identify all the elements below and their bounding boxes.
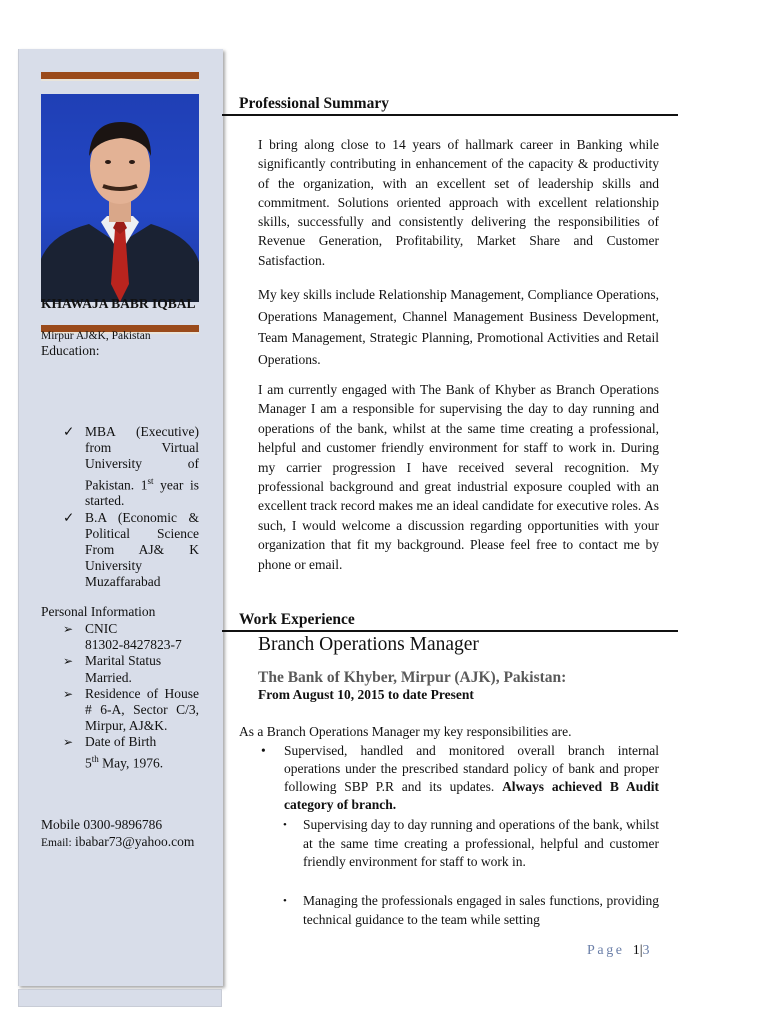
bullet-dot-icon: • <box>261 743 266 758</box>
page-footer <box>587 943 650 959</box>
arrow-bullet-icon: ➢ <box>63 686 74 701</box>
experience-rule <box>222 630 678 632</box>
summary-paragraph-2: My key skills include Relationship Management, Compliance Operations, Operations Management, Channel Management Business Development, Team Management, Strategic Planning, Promotional Activities and Retail Operations. <box>258 287 659 367</box>
arrow-bullet-icon: ➢ <box>63 622 74 636</box>
sub-responsibility-item <box>283 816 659 872</box>
employment-dates: From August 10, 2015 to date Present <box>258 687 474 702</box>
job-title: Branch Operations Manager <box>258 634 479 655</box>
dob-rest: May, 1976. <box>98 755 164 771</box>
personal-info-heading: Personal Information <box>41 604 156 619</box>
sub-bullet-text: Supervising day to day running and operations of the bank, whilst at the same time creating a professional, helpful and customer friendly environment for staff to work in. <box>303 817 659 869</box>
bullet-bold-text: Always achieved B Audit category of branch. <box>284 779 659 812</box>
bullet-text: Supervised, handled and monitored overall branch internal operations under the prescribed standard policy of bank and proper following SBP P.R and its updates. <box>284 743 659 794</box>
education-list <box>63 424 199 591</box>
personal-info-item <box>63 686 199 735</box>
personal-info-item <box>63 621 199 653</box>
candidate-name: KHAWAJA BABR IQBAL <box>41 296 196 311</box>
education-item <box>63 510 199 591</box>
personal-label: Date of Birth <box>85 734 157 750</box>
summary-rule <box>222 114 678 116</box>
education-text: MBA (Executive) from Virtual University of Pakistan. 1 <box>85 424 199 493</box>
sub-bullet-text: Managing the professionals engaged in sales functions, providing technical guidance to the team while setting <box>303 893 659 927</box>
education-text: B.A (Economic & Political Science From AJ& K University Muzaffarabad <box>85 509 199 590</box>
personal-label: Residence of House # 6-A, Sector C/3, Mirpur, AJ&K. <box>85 685 199 734</box>
checkmark-icon: ✓ <box>63 424 75 439</box>
personal-value: 81302-8427823-7 <box>85 637 182 653</box>
summary-paragraph-1: I bring along close to 14 years of hallmark career in Banking while significantly contributing in enhancement of the capacity & productivity of the organization, with an excellent set of leadership skills and commitment. Solutions oriented approach with excellent relationship skills, successfully and consistently delivering the responsibilities of Revenue Generation, Profitability, Market Share and Customer Satisfaction. <box>258 137 659 268</box>
sub-responsibility-item <box>283 892 659 929</box>
personal-value <box>85 751 199 772</box>
experience-heading: Work Experience <box>239 611 355 628</box>
education-heading: Education: <box>41 343 100 358</box>
arrow-bullet-icon: ➢ <box>63 654 74 669</box>
page-total: 3 <box>642 943 650 958</box>
personal-label: Marital Status <box>85 653 162 669</box>
bullet-dot-icon: • <box>283 819 287 831</box>
bullet-dot-icon: • <box>283 895 287 907</box>
profile-photo <box>41 94 199 302</box>
personal-value: Married. <box>85 669 132 685</box>
company-name: The Bank of Khyber, Mirpur (AJK), Pakistan: <box>258 669 567 686</box>
email-line <box>41 834 194 851</box>
sidebar-footer-block <box>18 989 222 1007</box>
checkmark-icon: ✓ <box>63 509 75 525</box>
arrow-bullet-icon: ➢ <box>63 735 74 750</box>
candidate-location: Mirpur AJ&K, Pakistan <box>41 330 151 342</box>
personal-label: CNIC <box>85 621 118 636</box>
education-sup: st <box>147 475 154 486</box>
responsibility-bullet <box>261 742 659 814</box>
responsibilities-intro: As a Branch Operations Manager my key responsibilities are. <box>239 724 572 739</box>
dob-day: 5 <box>85 755 92 771</box>
personal-info-item <box>63 653 199 685</box>
page-separator: | <box>639 943 643 958</box>
dob-sup: th <box>91 753 99 764</box>
summary-paragraph-3: I am currently engaged with The Bank of Khyber as Branch Operations Manager I am a responsible for supervising the day to day running and operations of the bank, whilst at the same time creating a professional, helpful and customer friendly environment for staff to work in. During my carrier progression I have received several recognition. My professional background and great industrial exposure coupled with an excellent track record makes me an ideal candidate for executive roles. As such, I would welcome a discussion regarding opportunities with your organization that fit my background. Please feel free to contact me by phone or email. <box>258 382 659 572</box>
page-label: Page <box>587 943 625 958</box>
sidebar-top-rule <box>41 72 199 81</box>
personal-info-item <box>63 734 199 771</box>
mobile-number: Mobile 0300-9896786 <box>41 817 163 832</box>
email-address: ibabar73@yahoo.com <box>71 834 195 849</box>
education-item <box>63 424 199 510</box>
email-label: Email: <box>41 837 72 849</box>
summary-heading: Professional Summary <box>239 95 389 112</box>
page-number: 1 <box>632 943 640 958</box>
portrait-illustration <box>41 94 199 302</box>
education-text-end: year is started. <box>85 477 199 509</box>
personal-info-list <box>63 621 199 771</box>
